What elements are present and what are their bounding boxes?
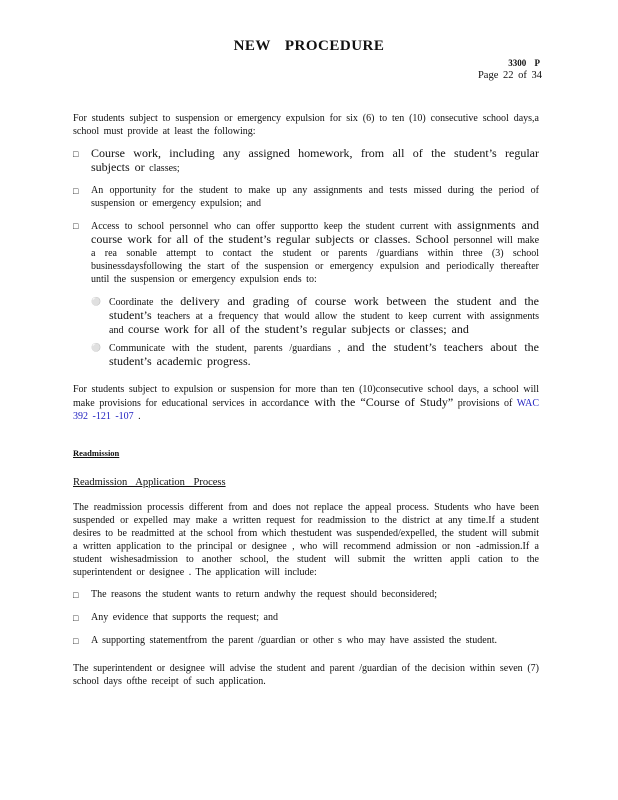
page-title: NEW PROCEDURE xyxy=(233,38,385,54)
bullet-item xyxy=(73,184,539,210)
sub-bullet-item xyxy=(73,295,539,337)
readmission-paragraph: The readmission processis different from and does not replace the appeal process. Students who have been suspended or expelled may make a written request for readmission to the district at any time.If a student desires to be readmitted at the school from which thestudent was suspended/expelled, the student will submit a written application to the principal or designee , who will recommend admission or non -admission.If a student wishesadmission to another school, the student will submit the written appli cation to the superintendent or designee . The application will include: xyxy=(73,502,540,578)
sub-bullet-text: Communicate with the student, parents /guardians , xyxy=(109,343,341,354)
expulsion-paragraph xyxy=(73,383,539,423)
sub-bullet-text: teachers at a frequency that would allow the student to keep current with assignments and xyxy=(109,311,539,336)
expulsion-text: For students subject to expulsion or suspension for more than ten (10)consecutive school days, a school will make provisions for educational services in accorda xyxy=(73,384,539,409)
subsection-heading: Readmission Application Process xyxy=(73,477,226,488)
bullet-text: personnel will make a rea sonable attempt to contact the student or parents /guardians within three (3) school businessdaysfollowing the start of the suspension or emergency expulsion and periodically thereafter until the suspension or emergency expulsion ends to: xyxy=(91,235,540,285)
square-bullet-icon: □ xyxy=(73,186,79,196)
expulsion-text: provisions of xyxy=(457,398,513,409)
sub-bullet-item xyxy=(73,341,539,369)
bullet-text: assignments and course work for all of the student’s regular subjects or classes. School xyxy=(91,218,539,246)
list-item xyxy=(73,588,539,602)
expulsion-text: nce with the “Course of Study” xyxy=(292,395,454,409)
closing-paragraph: The superintendent or designee will advise the student and parent /guardian of the decision within seven (7) school days ofthe receipt of such application. xyxy=(73,663,539,687)
bullet-text: Course work, including any assigned homework, from all of the student’s regular subjects or xyxy=(91,146,539,174)
section-heading: Readmission xyxy=(73,448,120,458)
square-bullet-icon: □ xyxy=(73,636,79,646)
list-item xyxy=(73,611,539,625)
sub-bullet-text: and the student’s teachers about the student’s academic progress. xyxy=(109,340,540,368)
square-bullet-icon: □ xyxy=(73,149,79,159)
square-bullet-icon: □ xyxy=(73,590,79,600)
intro-paragraph: For students subject to suspension or emergency expulsion for six (6) to ten (10) consecutive school days,a school must provide at least the following: xyxy=(73,113,539,137)
circle-bullet-icon: ⚪ xyxy=(91,297,101,306)
bullet-item xyxy=(73,219,539,286)
expulsion-text: . xyxy=(138,411,141,422)
bullet-text: Access to school personnel who can offer supportto keep the student current with xyxy=(91,221,452,232)
list-item-text: Any evidence that supports the request; and xyxy=(91,612,278,623)
list-item-text: The reasons the student wants to return andwhy the request should beconsidered; xyxy=(91,589,438,600)
list-item xyxy=(73,634,539,648)
bullet-text: classes; xyxy=(149,163,180,174)
bullet-text: An opportunity for the student to make up any assignments and tests missed during the period of suspension or emergency expulsion; and xyxy=(91,185,539,209)
page-number: Page 22 of 34 xyxy=(477,70,542,81)
procedure-code: 3300 P xyxy=(508,58,540,68)
square-bullet-icon: □ xyxy=(73,613,79,623)
sub-bullet-text: delivery and grading of course work between the student and the student’s xyxy=(109,294,539,322)
square-bullet-icon: □ xyxy=(73,221,79,231)
circle-bullet-icon: ⚪ xyxy=(91,343,101,352)
list-item-text: A supporting statementfrom the parent /guardian or other s who may have assisted the student. xyxy=(91,635,497,646)
bullet-item xyxy=(73,147,539,175)
sub-bullet-text: course work for all of the student’s regular subjects or classes; and xyxy=(127,322,469,336)
sub-bullet-text: Coordinate the xyxy=(109,297,173,308)
document-body xyxy=(73,112,539,688)
wac-link[interactable]: WAC 392 -121 -107 xyxy=(73,398,539,422)
